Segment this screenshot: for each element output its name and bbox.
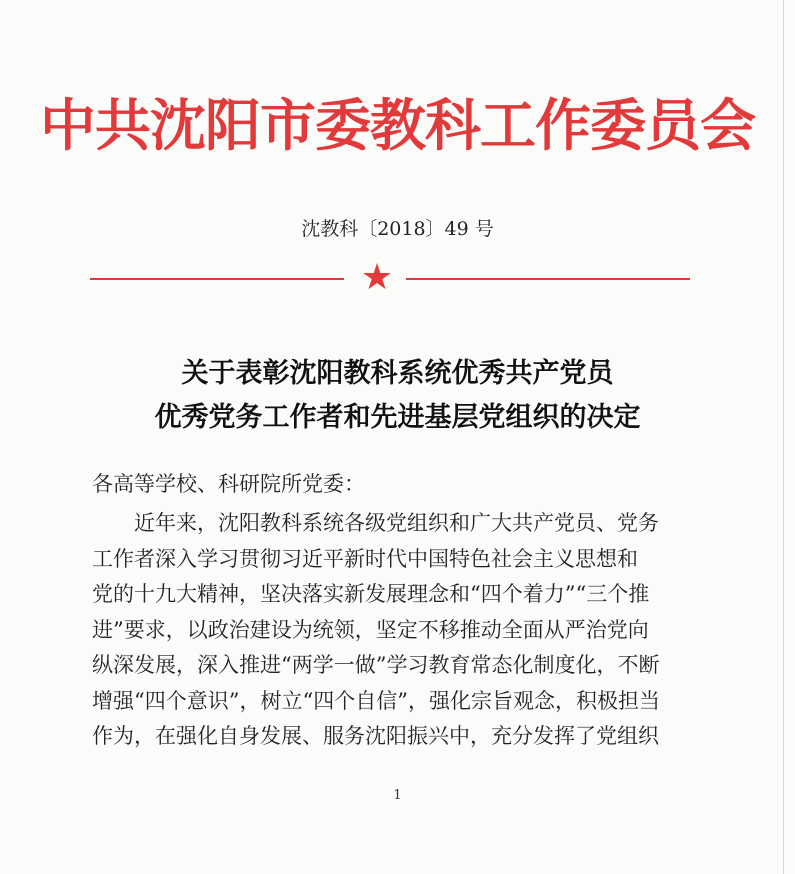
decision-title: [0, 352, 795, 440]
body-paragraph: [92, 506, 702, 755]
body-line: 工作者深入学习贯彻习近平新时代中国特色社会主义思想和: [92, 546, 638, 571]
document-number: 沈教科〔2018〕49 号: [301, 218, 494, 240]
issuer-header-title: 中共沈阳市委教科工作委员会: [40, 93, 755, 159]
body-line: 近年来，沈阳教科系统各级党组织和广大共产党员、党务: [134, 511, 659, 535]
body-line: 增强“四个意识”，树立“四个自信”，强化宗旨观念，积极担当: [92, 688, 660, 713]
red-divider-left: [90, 278, 344, 280]
decision-title-line-2: 优秀党务工作者和先进基层党组织的决定: [154, 402, 641, 433]
page-number: 1: [393, 788, 402, 803]
red-divider-right: [406, 278, 690, 280]
body-line: 作为，在强化自身发展、服务沈阳振兴中，充分发挥了党组织: [92, 724, 659, 748]
red-star-icon: ★: [360, 257, 394, 298]
body-line: 进”要求，以政治建设为统领，坚定不移推动全面从严治党向: [92, 617, 649, 642]
salutation: 各高等学校、科研院所党委：: [92, 472, 365, 496]
scan-edge-line: [783, 0, 784, 874]
decision-title-line-1: 关于表彰沈阳教科系统优秀共产党员: [181, 358, 614, 389]
body-line: 党的十九大精神，坚决落实新发展理念和“四个着力”“三个推: [92, 582, 650, 606]
body-line: 纵深发展，深入推进“两学一做”学习教育常态化制度化，不断: [92, 653, 660, 677]
